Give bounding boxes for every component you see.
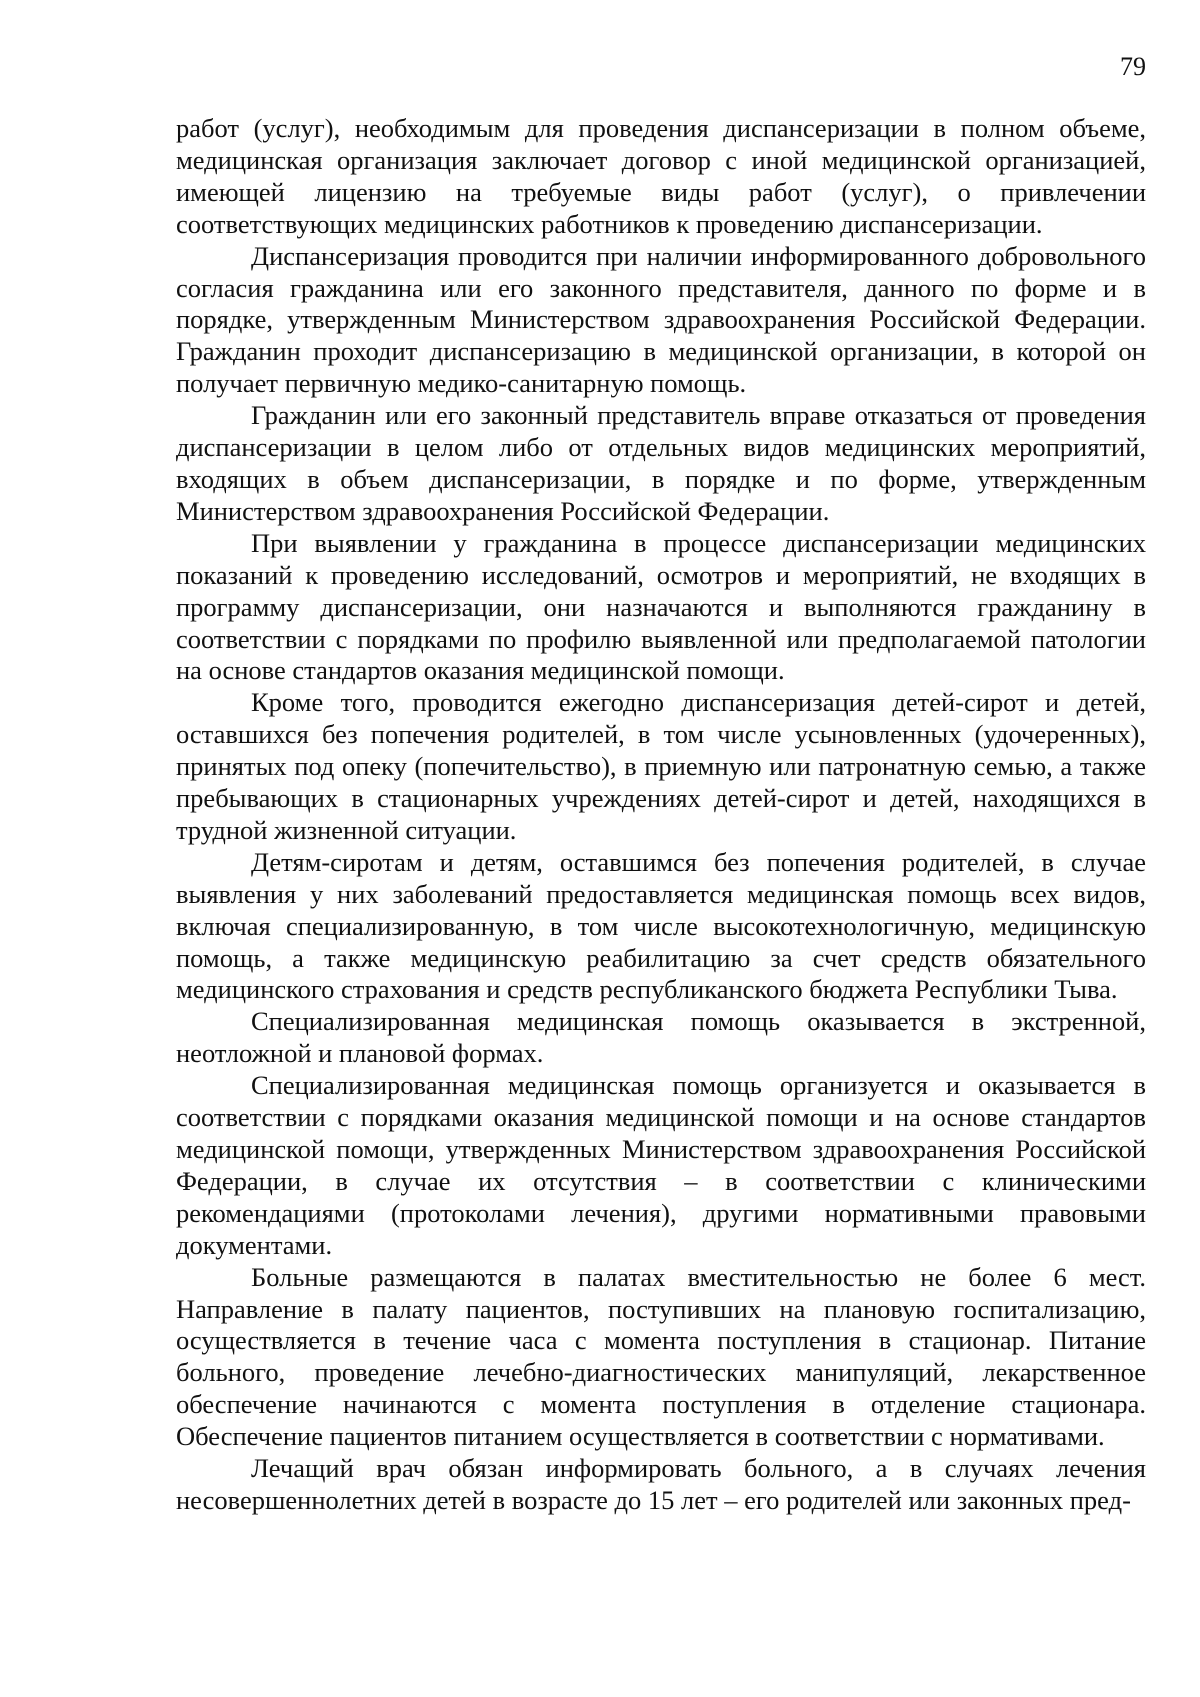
body-text [176,113,1146,1517]
paragraph-10: Лечащий врач обязан информировать больного, а в случаях лечения несовершеннолетних детей в возрасте до 15 лет – его родителей или законных пред- [176,1453,1146,1515]
paragraph-5: Кроме того, проводится ежегодно диспансеризация детей-сирот и детей, оставшихся без попечения родителей, в том числе усыновленных (удочеренных), принятых под опеку (попечительство), в приемную или патронатную семью, а также пребывающих в стационарных учреждениях детей-сирот и детей, находящихся в трудной жизненной ситуации. [176,687,1146,845]
page-number: 79 [1120,52,1146,81]
paragraph-6: Детям-сиротам и детям, оставшимся без попечения родителей, в случае выявления у них заболеваний предоставляется медицинская помощь всех видов, включая специализированную, в том числе высокотехнологичную, медицинскую помощь, а также медицинскую реабилитацию за счет средств обязательного медицинского страхования и средств республиканского бюджета Республики Тыва. [176,846,1146,1005]
paragraph-4: При выявлении у гражданина в процессе диспансеризации медицинских показаний к проведению исследований, осмотров и мероприятий, не входящих в программу диспансеризации, они назначаются и выполняются гражданину в соответствии с порядками по профилю выявленной или предполагаемой патологии на основе стандартов оказания медицинской помощи. [176,527,1146,686]
paragraph-7: Специализированная медицинская помощь оказывается в экстренной, неотложной и плановой формах. [176,1006,1146,1069]
paragraph-9: Больные размещаются в палатах вместительностью не более 6 мест. Направление в палату пациентов, поступивших на плановую госпитализацию, осуществляется в течение часа с момента поступления в стационар. Питание больного, проведение лечебно-диагностических манипуляций, лекарственное обеспечение начинаются с момента поступления в отделение стационара. Обеспечение пациентов питанием осуществляется в соответствии с нормативами. [176,1261,1146,1452]
paragraph-2: Диспансеризация проводится при наличии информированного добровольного согласия гражданина или его законного представителя, данного по форме и в порядке, утвержденным Министерством здравоохранения Российской Федерации. Гражданин проходит диспансеризацию в медицинской организации, в которой он получает первичную медико-санитарную помощь. [176,240,1146,399]
paragraph-8: Специализированная медицинская помощь организуется и оказывается в соответствии с порядками оказания медицинской помощи и на основе стандартов медицинской помощи, утвержденных Министерством здравоохранения Российской Федерации, в случае их отсутствия – в соответствии с клиническими рекомендациями (протоколами лечения), другими нормативными правовыми документами. [176,1070,1146,1260]
paragraph-1: работ (услуг), необходимым для проведения диспансеризации в полном объеме, медицинская организация заключает договор с иной медицинской организацией, имеющей лицензию на требуемые виды работ (услуг), о привлечении соответствующих медицинских работников к проведению диспансеризации. [176,113,1146,239]
paragraph-3: Гражданин или его законный представитель вправе отказаться от проведения диспансеризации в целом либо от отдельных видов медицинских мероприятий, входящих в объем диспансеризации, в порядке и по форме, утвержденным Министерством здравоохранения Российской Федерации. [176,400,1146,526]
